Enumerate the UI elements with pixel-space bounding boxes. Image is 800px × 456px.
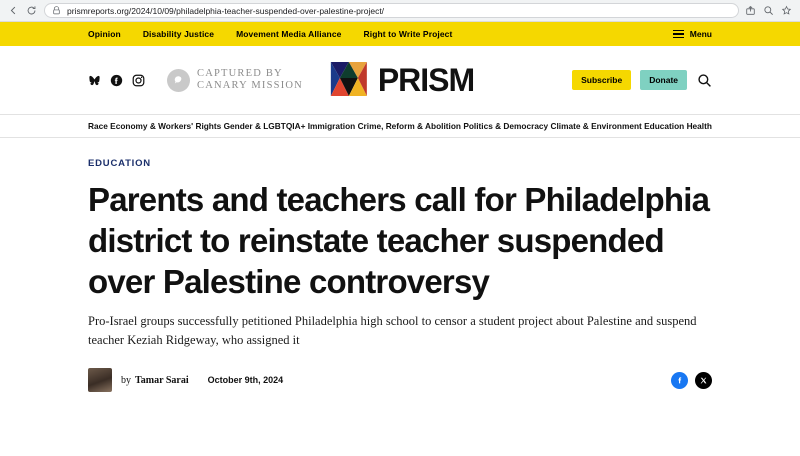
back-arrow-icon[interactable] [6, 4, 20, 18]
section-navigation [0, 114, 800, 138]
top-navigation [0, 22, 800, 46]
site-info-icon[interactable] [51, 5, 62, 16]
section-item-economy-workers-rights[interactable]: Economy & Workers' Rights [110, 121, 222, 131]
topnav-item-opinion[interactable]: Opinion [88, 29, 121, 39]
article-kicker[interactable]: EDUCATION [88, 158, 151, 169]
hamburger-icon [673, 30, 684, 38]
section-item-education[interactable]: Education [644, 121, 685, 131]
prism-mark-icon [326, 58, 372, 102]
byline-prefix: by [121, 374, 131, 386]
browser-actions [745, 5, 794, 16]
masthead-actions [572, 70, 712, 90]
captured-by-line2: CANARY MISSION [197, 80, 303, 91]
browser-toolbar [0, 0, 800, 22]
share-buttons [671, 372, 712, 389]
facebook-icon[interactable] [110, 74, 123, 87]
search-icon[interactable] [696, 72, 712, 88]
share-icon[interactable] [745, 5, 756, 16]
captured-by-text [197, 68, 303, 92]
donate-button[interactable]: Donate [640, 70, 687, 90]
subscribe-button[interactable]: Subscribe [572, 70, 631, 90]
topnav-item-disability-justice[interactable]: Disability Justice [142, 29, 215, 39]
instagram-icon[interactable] [132, 74, 145, 87]
captured-by-line1: CAPTURED BY [197, 68, 283, 79]
zoom-icon[interactable] [763, 5, 774, 16]
section-item-politics-democracy[interactable]: Politics & Democracy [463, 121, 549, 131]
article-dek: Pro-Israel groups successfully petitioned Philadelphia high school to censor a student project about Palestine and suspend teacher Keziah Ridgeway, who assigned it [88, 314, 697, 347]
captured-by-banner [167, 68, 303, 92]
browser-nav-icons [6, 4, 38, 18]
site-logo[interactable] [326, 58, 474, 102]
section-item-health[interactable]: Health [686, 121, 712, 131]
author-avatar [88, 368, 112, 392]
facebook-share-icon[interactable] [671, 372, 688, 389]
menu-button[interactable] [673, 29, 712, 39]
author-name[interactable]: Tamar Sarai [135, 374, 189, 386]
reload-icon[interactable] [24, 4, 38, 18]
section-item-race[interactable]: Race [88, 121, 108, 131]
bookmark-star-icon[interactable] [781, 5, 792, 16]
site-masthead [0, 46, 800, 114]
article-headline: Parents and teachers call for Philadelphia district to reinstate teacher suspended over Palestine controversy [88, 181, 710, 300]
url-bar[interactable] [44, 3, 739, 18]
menu-label: Menu [689, 29, 712, 39]
section-item-climate-environment[interactable]: Climate & Environment [550, 121, 642, 131]
social-links [88, 74, 145, 87]
section-item-gender-lgbtqia[interactable]: Gender & LGBTQIA+ [223, 121, 306, 131]
article-header [0, 138, 800, 392]
topnav-item-movement-media-alliance[interactable]: Movement Media Alliance [236, 29, 342, 39]
section-item-immigration[interactable]: Immigration [307, 121, 356, 131]
topnav-item-right-to-write-project[interactable]: Right to Write Project [363, 29, 453, 39]
prism-wordmark: PRISM [377, 61, 475, 98]
publish-date: October 9th, 2024 [207, 375, 284, 385]
x-share-icon[interactable] [695, 372, 712, 389]
byline-row [88, 368, 712, 392]
canary-mission-icon [167, 69, 190, 92]
bluesky-icon[interactable] [88, 74, 101, 87]
url-text: prismreports.org/2024/10/09/philadelphia-teacher-suspended-over-palestine-project/ [67, 5, 385, 16]
section-item-crime-reform-abolition[interactable]: Crime, Reform & Abolition [357, 121, 461, 131]
